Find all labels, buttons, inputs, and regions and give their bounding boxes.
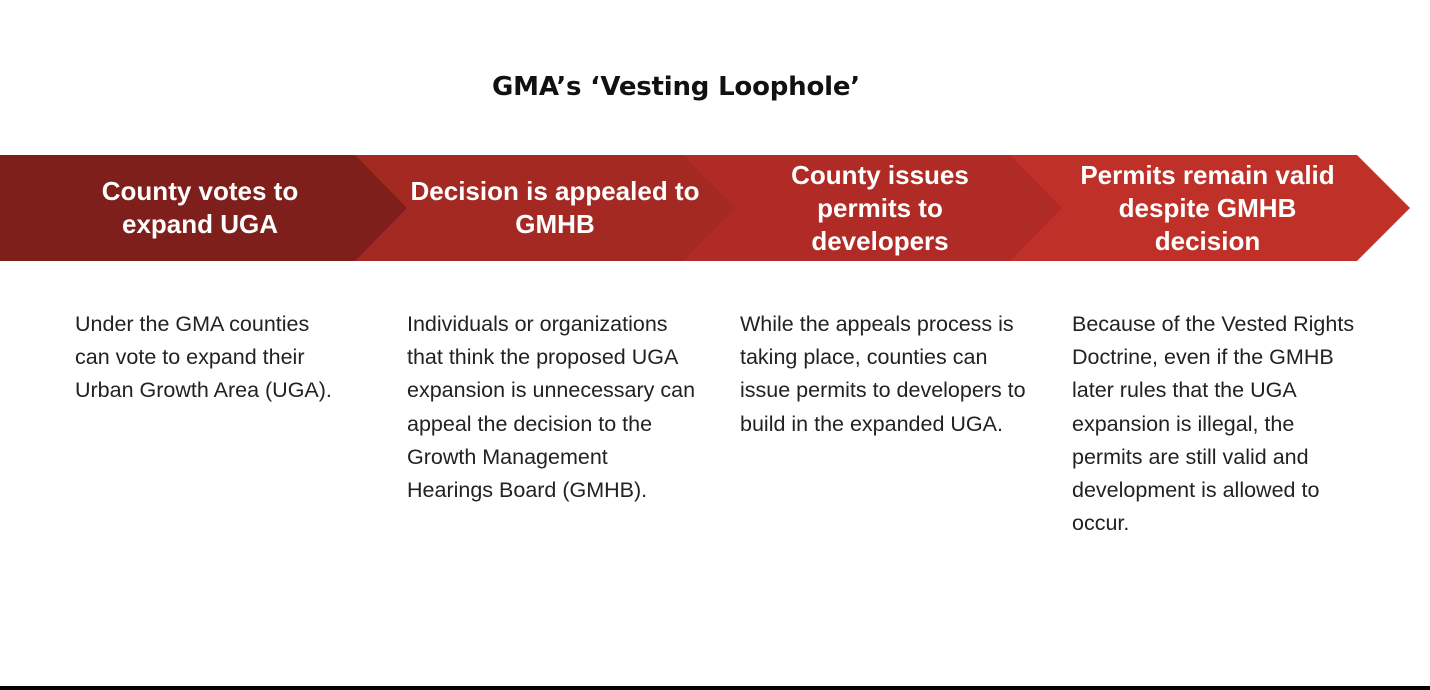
step-4-description: Because of the Vested Rights Doctrine, even if the GMHB later rules that the UGA expansion is illegal, the permits are still valid and development is allowed to occur. — [1072, 312, 1355, 536]
step-2-description: Individuals or organizations that think the proposed UGA expansion is unnecessary can appeal the decision to the Growth Management Hearings Board (GMHB). — [407, 312, 696, 503]
diagram-title: GMA’s ‘Vesting Loophole’ — [492, 72, 860, 102]
step-3-description: While the appeals process is taking place, counties can issue permits to developers to build in the expanded UGA. — [740, 312, 1026, 436]
step-2-label: Decision is appealed to GMHB — [410, 176, 700, 239]
step-1-label: County votes to expand UGA — [101, 176, 299, 239]
step-3-label: County issues permits to developers — [791, 159, 969, 256]
step-4-label: Permits remain valid despite GMHB decision — [1080, 159, 1335, 256]
bottom-border — [0, 686, 1430, 690]
step-1-description: Under the GMA counties can vote to expand their Urban Growth Area (UGA). — [75, 312, 332, 403]
